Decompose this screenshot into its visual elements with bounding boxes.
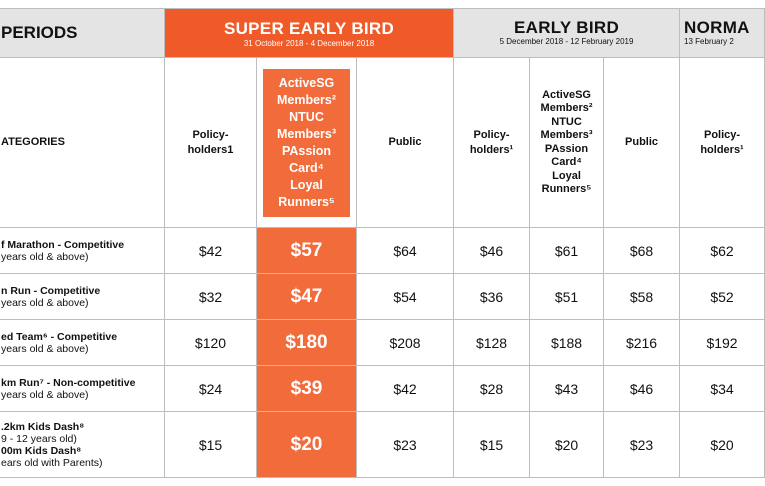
price-cell: $23	[604, 412, 680, 478]
event-age: years old & above)	[1, 296, 89, 309]
event-name: n Run - Competitive	[1, 284, 101, 297]
table-row	[0, 228, 765, 274]
event-cell	[0, 274, 165, 320]
member-line: Card⁴	[289, 160, 324, 175]
public-super-header: Public	[357, 58, 454, 228]
price-cell: $20	[680, 412, 765, 478]
policyholders-normal-label: Policy-holders¹	[700, 128, 744, 156]
price-cell: $23	[357, 412, 454, 478]
member-line: Runners⁵	[278, 194, 335, 209]
member-line: Members²	[540, 102, 593, 114]
member-line: Card⁴	[551, 156, 582, 168]
price-cell: $188	[530, 320, 604, 366]
member-line: ActiveSG	[542, 88, 591, 101]
policyholders-super-label: Policy-holders1	[187, 128, 234, 156]
price-cell: $54	[357, 274, 454, 320]
early-bird-title: EARLY BIRD	[514, 18, 620, 37]
policyholders-super-header	[165, 58, 257, 228]
event-name: ed Team⁶ - Competitive	[1, 330, 118, 343]
price-cell-highlight: $47	[257, 274, 357, 320]
event-cell	[0, 320, 165, 366]
member-line: NTUC	[551, 115, 582, 128]
price-cell: $58	[604, 274, 680, 320]
table-row	[0, 274, 765, 320]
price-cell: $68	[604, 228, 680, 274]
price-cell: $43	[530, 366, 604, 412]
pricing-table	[0, 8, 765, 478]
price-cell-highlight: $39	[257, 366, 357, 412]
price-cell: $46	[604, 366, 680, 412]
price-cell: $52	[680, 274, 765, 320]
price-cell: $20	[530, 412, 604, 478]
price-cell: $46	[454, 228, 530, 274]
price-cell: $120	[165, 320, 257, 366]
categories-label: ATEGORIES	[0, 58, 165, 228]
super-early-bird-header	[165, 9, 454, 58]
member-line: Runners⁵	[541, 183, 592, 195]
table-row	[0, 366, 765, 412]
policyholders-normal-header	[680, 58, 765, 228]
price-cell-highlight: $20	[257, 412, 357, 478]
super-early-bird-dates: 31 October 2018 - 4 December 2018	[243, 38, 375, 48]
event-name: .2km Kids Dash⁸	[1, 420, 85, 433]
event-age-secondary: ears old with Parents)	[1, 456, 103, 469]
price-cell: $28	[454, 366, 530, 412]
event-age: years old & above)	[1, 342, 89, 355]
price-cell: $42	[165, 228, 257, 274]
table-row	[0, 412, 765, 478]
normal-dates: 13 February 2	[684, 37, 734, 46]
event-cell	[0, 412, 165, 478]
price-cell: $192	[680, 320, 765, 366]
price-cell: $61	[530, 228, 604, 274]
price-cell: $216	[604, 320, 680, 366]
price-cell: $42	[357, 366, 454, 412]
member-line: NTUC	[289, 109, 324, 124]
member-line: Loyal	[552, 169, 581, 182]
policyholders-early-header	[454, 58, 530, 228]
member-line: Members³	[540, 129, 593, 141]
member-line: Members³	[276, 126, 337, 141]
price-cell: $62	[680, 228, 765, 274]
member-line: Members²	[276, 92, 337, 107]
early-bird-header	[454, 9, 680, 58]
event-age: years old & above)	[1, 250, 89, 263]
periods-label: PERIODS	[0, 9, 165, 58]
member-groups-early-header	[530, 58, 604, 228]
price-cell: $32	[165, 274, 257, 320]
policyholders-early-label: Policy-holders¹	[469, 128, 514, 156]
member-line: ActiveSG	[278, 75, 335, 90]
price-cell: $64	[357, 228, 454, 274]
price-cell: $208	[357, 320, 454, 366]
normal-title: NORMA	[684, 18, 750, 37]
category-header-row	[0, 58, 765, 228]
super-early-bird-title: SUPER EARLY BIRD	[223, 18, 395, 38]
event-age: years old & above)	[1, 388, 89, 401]
table-row	[0, 320, 765, 366]
price-cell-highlight: $57	[257, 228, 357, 274]
event-cell	[0, 228, 165, 274]
event-age: 9 - 12 years old)	[1, 432, 77, 445]
event-cell	[0, 366, 165, 412]
price-cell: $15	[454, 412, 530, 478]
price-cell: $34	[680, 366, 765, 412]
event-name: km Run⁷ - Non-competitive	[1, 376, 136, 389]
public-early-header: Public	[604, 58, 680, 228]
price-cell: $24	[165, 366, 257, 412]
period-header-row	[0, 9, 765, 58]
member-line: PAssion	[544, 142, 589, 155]
early-bird-dates: 5 December 2018 - 12 February 2019	[499, 37, 634, 46]
event-name-secondary: 00m Kids Dash⁸	[1, 444, 82, 457]
price-cell: $51	[530, 274, 604, 320]
member-line: PAssion	[281, 143, 332, 158]
member-line: Loyal	[290, 177, 323, 192]
normal-header	[680, 9, 765, 58]
price-cell: $15	[165, 412, 257, 478]
price-cell-highlight: $180	[257, 320, 357, 366]
event-name: f Marathon - Competitive	[1, 238, 125, 251]
member-groups-super-box	[263, 69, 350, 217]
member-groups-super-header	[257, 58, 357, 228]
price-cell: $36	[454, 274, 530, 320]
price-cell: $128	[454, 320, 530, 366]
